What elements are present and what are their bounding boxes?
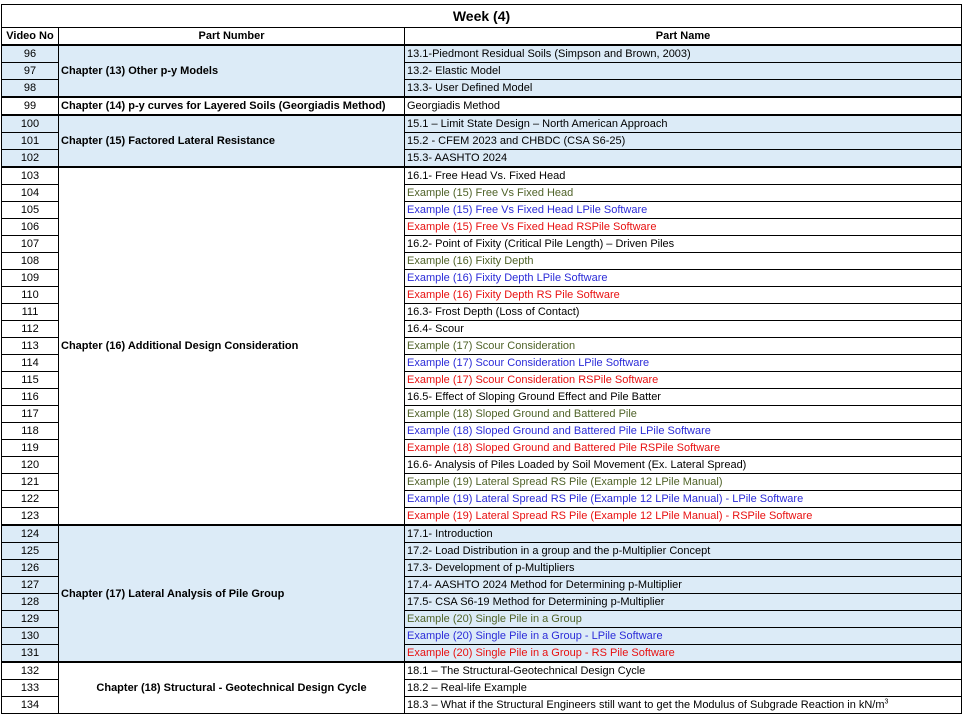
video-no-cell: 120 — [2, 457, 59, 474]
video-no-cell: 113 — [2, 338, 59, 355]
part-name-cell — [405, 63, 962, 80]
part-name-text: Example (20) Single Pile in a Group — [407, 613, 582, 625]
part-name-cell — [405, 202, 962, 219]
table-row — [2, 97, 962, 115]
video-no-cell: 122 — [2, 491, 59, 508]
part-name-cell — [405, 525, 962, 543]
part-name-text: 16.5- Effect of Sloping Ground Effect and Pile Batter — [407, 391, 661, 403]
part-name-text: 16.4- Scour — [407, 323, 464, 335]
part-name-text: 17.3- Development of p-Multipliers — [407, 562, 575, 574]
part-name-cell — [405, 457, 962, 474]
chapter-title-cell: Chapter (18) Structural - Geotechnical Design Cycle — [59, 662, 405, 714]
chapter-title-cell: Chapter (14) p-y curves for Layered Soils (Georgiadis Method) — [59, 97, 405, 115]
part-name-text: Example (19) Lateral Spread RS Pile (Example 12 LPile Manual) - RSPile Software — [407, 510, 813, 522]
part-name-cell — [405, 304, 962, 321]
part-name-cell — [405, 133, 962, 150]
video-no-cell: 123 — [2, 508, 59, 526]
part-name-text: Example (18) Sloped Ground and Battered Pile — [407, 408, 637, 420]
part-name-cell — [405, 45, 962, 63]
part-name-cell — [405, 80, 962, 98]
video-no-cell: 105 — [2, 202, 59, 219]
part-name-text: 16.6- Analysis of Piles Loaded by Soil Movement (Ex. Lateral Spread) — [407, 459, 747, 471]
part-name-cell — [405, 560, 962, 577]
part-name-text: Example (15) Free Vs Fixed Head — [407, 187, 574, 199]
part-name-cell — [405, 406, 962, 423]
header-video-no: Video No — [2, 28, 59, 46]
week-title: Week (4) — [2, 5, 962, 28]
header-part-number: Part Number — [59, 28, 405, 46]
part-name-cell — [405, 543, 962, 560]
part-name-text: 16.3- Frost Depth (Loss of Contact) — [407, 306, 580, 318]
video-no-cell: 108 — [2, 253, 59, 270]
part-name-text: Example (17) Scour Consideration RSPile Software — [407, 374, 659, 386]
video-no-cell: 131 — [2, 645, 59, 663]
table-row — [2, 45, 962, 63]
part-name-cell — [405, 321, 962, 338]
table-row — [2, 525, 962, 543]
part-name-cell — [405, 150, 962, 168]
video-no-cell: 100 — [2, 115, 59, 133]
part-name-text: 18.1 – The Structural-Geotechnical Design Cycle — [407, 665, 646, 677]
part-name-cell — [405, 115, 962, 133]
part-name-text: 16.1- Free Head Vs. Fixed Head — [407, 170, 566, 182]
part-name-text: 17.4- AASHTO 2024 Method for Determining p-Multiplier — [407, 579, 682, 591]
video-no-cell: 126 — [2, 560, 59, 577]
part-name-text: 13.3- User Defined Model — [407, 82, 533, 94]
part-name-text: 13.1-Piedmont Residual Soils (Simpson and Brown, 2003) — [407, 48, 691, 60]
part-name-text: Example (20) Single Pile in a Group - RS Pile Software — [407, 647, 675, 659]
part-name-cell — [405, 185, 962, 202]
superscript: 3 — [884, 698, 889, 706]
part-name-cell — [405, 355, 962, 372]
part-name-cell — [405, 97, 962, 115]
video-no-cell: 111 — [2, 304, 59, 321]
part-name-text: Georgiadis Method — [407, 100, 500, 112]
video-no-cell: 106 — [2, 219, 59, 236]
part-name-cell — [405, 508, 962, 526]
part-name-text: 16.2- Point of Fixity (Critical Pile Length) – Driven Piles — [407, 238, 675, 250]
chapter-title-cell: Chapter (17) Lateral Analysis of Pile Group — [59, 525, 405, 662]
part-name-cell — [405, 338, 962, 355]
video-no-cell: 115 — [2, 372, 59, 389]
table-row — [2, 662, 962, 680]
header-row — [2, 28, 962, 46]
part-name-text: Example (15) Free Vs Fixed Head RSPile Software — [407, 221, 657, 233]
video-no-cell: 121 — [2, 474, 59, 491]
video-no-cell: 109 — [2, 270, 59, 287]
part-name-text: Example (19) Lateral Spread RS Pile (Example 12 LPile Manual) - LPile Software — [407, 493, 804, 505]
part-name-text: 13.2- Elastic Model — [407, 65, 501, 77]
part-name-cell — [405, 662, 962, 680]
video-no-cell: 119 — [2, 440, 59, 457]
part-name-cell — [405, 680, 962, 697]
chapter-title-cell: Chapter (13) Other p-y Models — [59, 45, 405, 97]
part-name-text: Example (16) Fixity Depth — [407, 255, 534, 267]
video-no-cell: 103 — [2, 167, 59, 185]
part-name-cell — [405, 167, 962, 185]
part-name-cell — [405, 697, 962, 714]
video-no-cell: 130 — [2, 628, 59, 645]
video-no-cell: 118 — [2, 423, 59, 440]
part-name-text: 18.3 – What if the Structural Engineers still want to get the Modulus of Subgrade Reaction in kN/m — [407, 699, 885, 711]
header-part-name: Part Name — [405, 28, 962, 46]
part-name-text: Example (16) Fixity Depth LPile Software — [407, 272, 608, 284]
part-name-cell — [405, 287, 962, 304]
chapter-title-cell: Chapter (15) Factored Lateral Resistance — [59, 115, 405, 167]
video-no-cell: 133 — [2, 680, 59, 697]
part-name-text: 15.1 – Limit State Design – North American Approach — [407, 118, 668, 130]
title-row — [2, 5, 962, 28]
video-no-cell: 96 — [2, 45, 59, 63]
part-name-cell — [405, 628, 962, 645]
part-name-cell — [405, 372, 962, 389]
part-name-cell — [405, 491, 962, 508]
part-name-text: 15.2 - CFEM 2023 and CHBDC (CSA S6-25) — [407, 135, 626, 147]
video-no-cell: 114 — [2, 355, 59, 372]
part-name-text: Example (20) Single Pile in a Group - LPile Software — [407, 630, 663, 642]
video-no-cell: 132 — [2, 662, 59, 680]
part-name-text: 17.1- Introduction — [407, 528, 493, 540]
chapter-title-cell: Chapter (16) Additional Design Consideration — [59, 167, 405, 525]
video-no-cell: 134 — [2, 697, 59, 714]
part-name-text: Example (19) Lateral Spread RS Pile (Example 12 LPile Manual) — [407, 476, 723, 488]
part-name-cell — [405, 270, 962, 287]
video-no-cell: 125 — [2, 543, 59, 560]
video-no-cell: 98 — [2, 80, 59, 98]
part-name-cell — [405, 474, 962, 491]
video-no-cell: 128 — [2, 594, 59, 611]
part-name-text: 18.2 – Real-life Example — [407, 682, 527, 694]
part-name-cell — [405, 594, 962, 611]
part-name-cell — [405, 253, 962, 270]
part-name-cell — [405, 645, 962, 663]
video-no-cell: 102 — [2, 150, 59, 168]
video-no-cell: 104 — [2, 185, 59, 202]
part-name-text: Example (18) Sloped Ground and Battered Pile RSPile Software — [407, 442, 721, 454]
part-name-cell — [405, 389, 962, 406]
video-no-cell: 117 — [2, 406, 59, 423]
video-no-cell: 124 — [2, 525, 59, 543]
part-name-cell — [405, 219, 962, 236]
video-no-cell: 110 — [2, 287, 59, 304]
week-table — [1, 4, 962, 714]
table-row — [2, 115, 962, 133]
video-no-cell: 97 — [2, 63, 59, 80]
part-name-cell — [405, 611, 962, 628]
part-name-cell — [405, 577, 962, 594]
part-name-text: 15.3- AASHTO 2024 — [407, 152, 508, 164]
video-no-cell: 107 — [2, 236, 59, 253]
part-name-cell — [405, 236, 962, 253]
part-name-cell — [405, 440, 962, 457]
video-no-cell: 127 — [2, 577, 59, 594]
video-no-cell: 116 — [2, 389, 59, 406]
video-no-cell: 129 — [2, 611, 59, 628]
video-no-cell: 101 — [2, 133, 59, 150]
part-name-text: Example (17) Scour Consideration — [407, 340, 576, 352]
table-row — [2, 167, 962, 185]
part-name-text: Example (15) Free Vs Fixed Head LPile Software — [407, 204, 648, 216]
part-name-text: Example (16) Fixity Depth RS Pile Software — [407, 289, 620, 301]
part-name-text: 17.2- Load Distribution in a group and the p-Multiplier Concept — [407, 545, 711, 557]
part-name-text: Example (17) Scour Consideration LPile Software — [407, 357, 650, 369]
part-name-cell — [405, 423, 962, 440]
video-no-cell: 99 — [2, 97, 59, 115]
part-name-text: Example (18) Sloped Ground and Battered Pile LPile Software — [407, 425, 711, 437]
video-no-cell: 112 — [2, 321, 59, 338]
part-name-text: 17.5- CSA S6-19 Method for Determining p-Multiplier — [407, 596, 665, 608]
